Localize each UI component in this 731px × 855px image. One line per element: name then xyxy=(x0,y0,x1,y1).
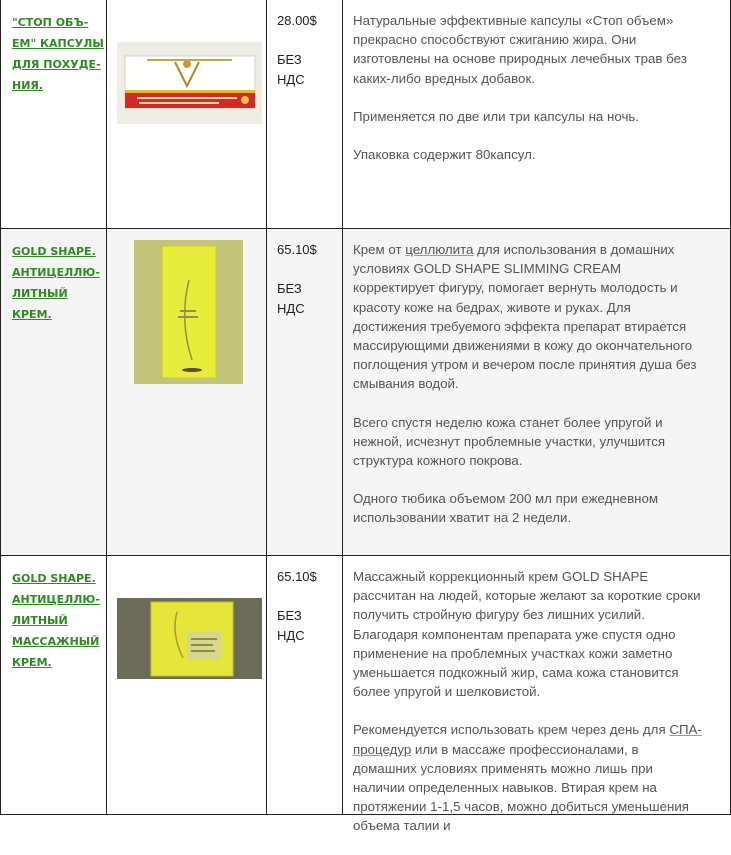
product-image-capsules[interactable] xyxy=(117,42,262,124)
description-paragraph: Массажный коррекционный крем GOLD SHAPE рассчитан на людей, которые желают за короткие сроки получить стройную фигуру без лишних усилий. Благодаря компонентам препарата уже спустя одно применение на проблемных участках кожи заметно уменьшается подкожный жир, сама кожа становится более упругой и шелковистой. xyxy=(353,569,701,700)
price-cell xyxy=(267,556,342,646)
table-border xyxy=(266,0,267,815)
product-price: 65.10$ xyxy=(277,569,317,584)
description-text: или в массаже профессионалами, в домашних условиях применять можно лишь при наличии определенных навыков. Втирая крем на протяжении 1-1,5 часов, можно добиться уменьшения объема талии и xyxy=(353,741,689,834)
price-cell xyxy=(267,0,342,90)
vat-label: БЕЗ НДС xyxy=(277,52,305,87)
description-text: для использования в домашних условиях GOLD SHAPE SLIMMING CREAM корректирует фигуру, помогает вернуть молодость и красоту коже на бедрах, животе и руках. Для достижения требуемого эффекта препарат втирается массирующими движениями в кожу до окончательного поглощения утром и вечером после принятия душа без смывания водой. xyxy=(353,242,697,392)
table-row xyxy=(0,229,731,556)
table-border xyxy=(106,0,107,815)
product-link[interactable]: GOLD SHAPE. АНТИЦЕЛЛЮ- ЛИТНЫЙ МАССАЖНЫЙ КРЕМ. xyxy=(12,572,100,669)
table-border xyxy=(0,228,731,229)
description-paragraph: Одного тюбика объемом 200 мл при ежедневном использовании хватит на 2 недели. xyxy=(353,491,659,526)
price-cell xyxy=(267,229,342,319)
table-row xyxy=(0,0,731,229)
product-name-cell xyxy=(1,0,106,96)
description-paragraph: Упаковка содержит 80капсул. xyxy=(353,147,536,163)
product-link[interactable]: GOLD SHAPE. АНТИЦЕЛЛЮ- ЛИТНЫЙ КРЕМ. xyxy=(12,245,100,321)
cellulite-link[interactable]: целлюлита xyxy=(405,242,474,257)
product-price: 65.10$ xyxy=(277,242,317,257)
vat-label: БЕЗ НДС xyxy=(277,608,305,643)
product-image-massage-cream[interactable] xyxy=(117,598,262,679)
description-cell xyxy=(343,0,731,183)
table-row xyxy=(0,556,731,834)
description-cell xyxy=(343,229,731,547)
vat-label: БЕЗ НДС xyxy=(277,281,305,316)
product-name-cell xyxy=(1,229,106,325)
product-image-cream-tube[interactable] xyxy=(134,240,243,384)
table-border xyxy=(0,0,1,815)
description-paragraph xyxy=(353,240,705,394)
description-cell xyxy=(343,556,731,855)
product-price: 28.00$ xyxy=(277,13,317,28)
spa-link[interactable]: СПА-процедур xyxy=(353,722,702,757)
description-text: Рекомендуется использовать крем через день для xyxy=(353,722,670,738)
description-paragraph xyxy=(353,720,705,835)
description-paragraph: Всего спустя неделю кожа станет более упругой и нежной, исчезнут проблемные участки, улучшится структура кожного покрова. xyxy=(353,414,666,469)
description-paragraph: Натуральные эффективные капсулы «Стоп объем» прекрасно способствуют сжиганию жира. Они изготовлены на основе природных лечебных трав без каких-либо вредных добавок. xyxy=(353,13,687,86)
description-paragraph: Применяется по две или три капсулы на ночь. xyxy=(353,108,640,124)
description-text: Крем от xyxy=(353,242,406,257)
table-border xyxy=(0,555,731,556)
table-border xyxy=(342,0,343,815)
product-name-cell xyxy=(1,556,106,673)
product-link[interactable]: "СТОП ОБЪ- ЕМ" КАПСУЛЫ ДЛЯ ПОХУДЕ- НИЯ. xyxy=(12,16,104,92)
